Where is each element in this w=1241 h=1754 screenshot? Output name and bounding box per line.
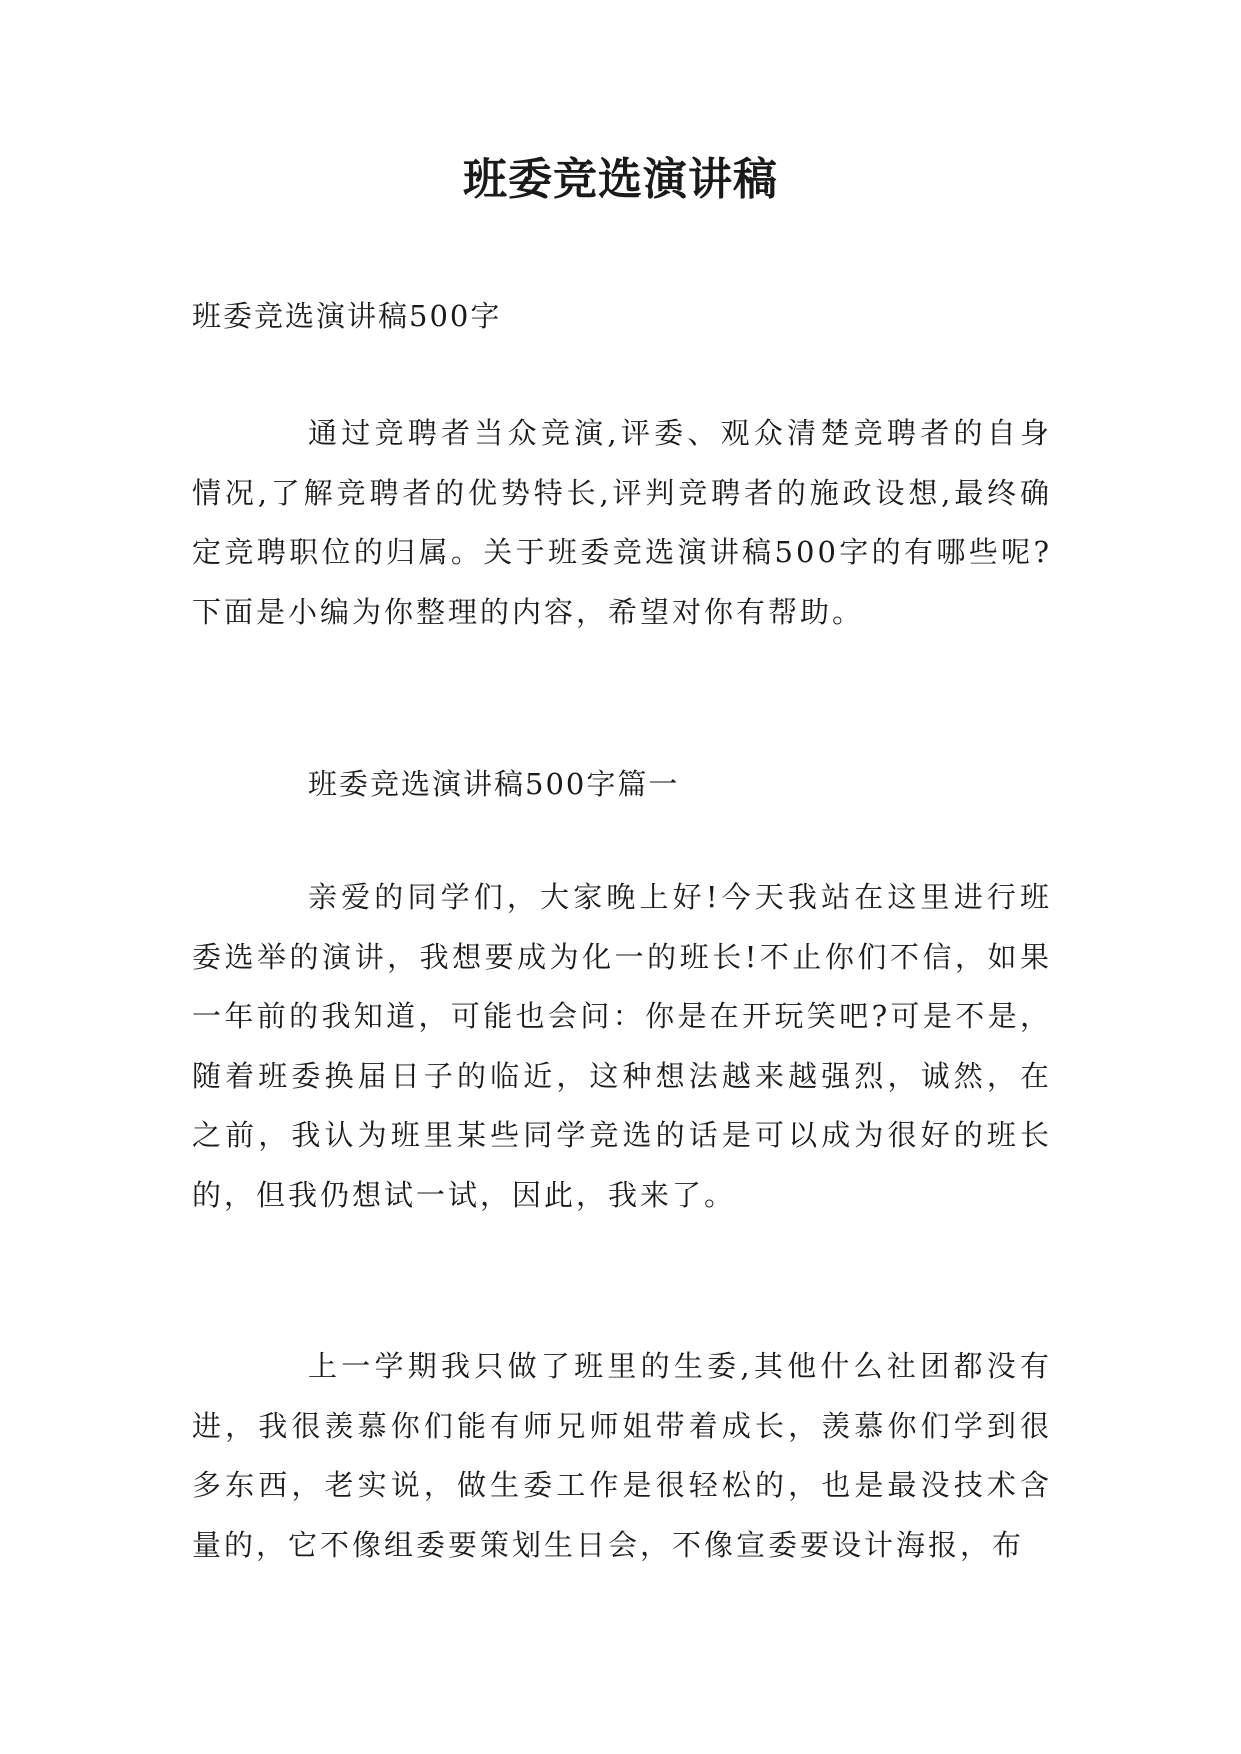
- section-heading: 班委竞选演讲稿500字篇一: [308, 767, 680, 801]
- document-subtitle: 班委竞选演讲稿500字: [192, 299, 502, 333]
- intro-paragraph: 通过竞聘者当众竞演,评委、观众清楚竞聘者的自身情况,了解竞聘者的优势特长,评判竞聘者的施政设想,最终确定竞聘职位的归属。关于班委竞选演讲稿500字的有哪些呢?下面是小编为你整理的内容，希望对你有帮助。: [192, 416, 1052, 629]
- body-paragraph-2: 上一学期我只做了班里的生委,其他什么社团都没有进，我很羡慕你们能有师兄师姐带着成长，羡慕你们学到很多东西，老实说，做生委工作是很轻松的，也是最没技术含量的，它不像组委要策划生日会，不像宣委要设计海报，布: [192, 1349, 1052, 1562]
- document-title: 班委竞选演讲稿: [463, 154, 778, 205]
- body-paragraph-1: 亲爱的同学们，大家晚上好!今天我站在这里进行班委选举的演讲，我想要成为化一的班长!不止你们不信，如果一年前的我知道，可能也会问：你是在开玩笑吧?可是不是，随着班委换届日子的临近，这种想法越来越强烈，诚然，在之前，我认为班里某些同学竞选的话是可以成为很好的班长的，但我仍想试一试，因此，我来了。: [192, 880, 1052, 1212]
